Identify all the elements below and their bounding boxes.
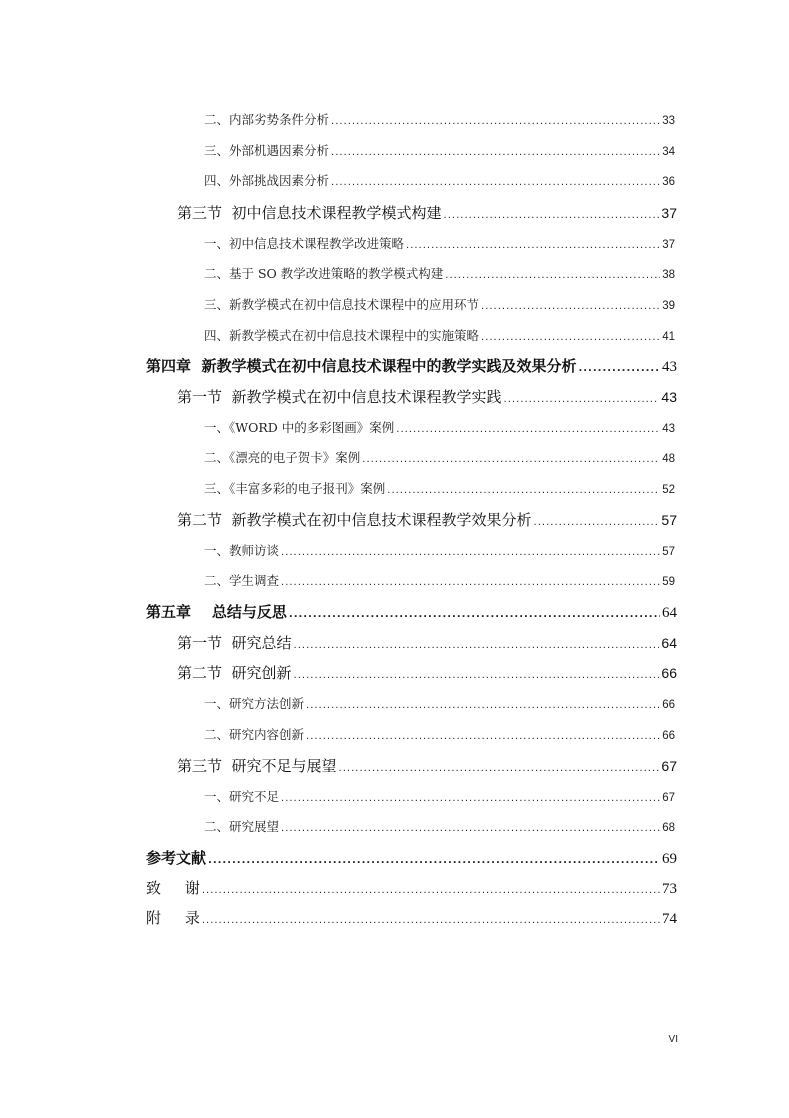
toc-entry-page: 48 xyxy=(662,453,675,465)
page-number: VI xyxy=(668,1034,678,1045)
toc-leader-dots xyxy=(306,700,660,711)
toc-entry[interactable] xyxy=(204,541,675,559)
toc-entry-page: 64 xyxy=(661,635,677,651)
toc-entry[interactable] xyxy=(204,571,675,589)
toc-leader-dots xyxy=(387,485,660,496)
toc-leader-dots xyxy=(481,332,660,343)
toc-leader-dots xyxy=(339,763,660,774)
toc-entry-page: 57 xyxy=(662,546,675,558)
toc-entry-page: 74 xyxy=(662,911,677,927)
toc-leader-dots xyxy=(202,885,660,896)
toc-entry[interactable] xyxy=(146,601,677,622)
toc-entry-title: 一、教师访谈 xyxy=(204,543,280,558)
toc-entry-page: 68 xyxy=(662,822,675,834)
toc-leader-dots xyxy=(362,454,660,465)
toc-entry-title: 第二节 新教学模式在初中信息技术课程教学效果分析 xyxy=(177,511,532,529)
toc-entry-title: 三、外部机遇因素分析 xyxy=(204,143,330,158)
toc-entry-title: 二、基于 SO 教学改进策略的教学模式构建 xyxy=(204,266,444,281)
toc-leader-dots xyxy=(331,147,660,158)
toc-leader-dots xyxy=(331,177,660,188)
toc-entry-page: 69 xyxy=(662,851,677,867)
toc-leader-dots xyxy=(396,424,660,435)
toc-leader-dots xyxy=(444,210,660,221)
toc-entry[interactable] xyxy=(204,479,675,497)
toc-leader-dots xyxy=(294,670,660,681)
toc-leader-dots xyxy=(578,363,660,374)
toc-entry-title: 参考文献 xyxy=(146,849,207,867)
toc-entry[interactable] xyxy=(204,694,675,712)
toc-entry[interactable] xyxy=(204,110,675,128)
toc-entry-page: 33 xyxy=(662,115,675,127)
toc-leader-dots xyxy=(208,855,660,866)
toc-leader-dots xyxy=(331,116,660,127)
toc-leader-dots xyxy=(281,577,660,588)
toc-entry-title: 二、研究展望 xyxy=(204,819,280,834)
toc-entry-page: 34 xyxy=(662,146,675,158)
toc-entry[interactable] xyxy=(177,509,677,530)
toc-entry-page: 38 xyxy=(662,269,675,281)
toc-leader-dots xyxy=(281,547,660,558)
toc-entry-title: 二、研究内容创新 xyxy=(204,727,305,742)
toc-entry[interactable] xyxy=(146,847,677,868)
toc-entry[interactable] xyxy=(204,326,675,344)
toc-entry-title: 四、新教学模式在初中信息技术课程中的实施策略 xyxy=(204,328,480,343)
toc-entry-title: 二、内部劣势条件分析 xyxy=(204,112,330,127)
toc-entry-page: 41 xyxy=(662,331,675,343)
toc-leader-dots xyxy=(202,915,660,926)
toc-leader-dots xyxy=(281,793,660,804)
toc-entry[interactable] xyxy=(204,171,675,189)
toc-entry-title: 一、研究不足 xyxy=(204,789,280,804)
toc-entry[interactable] xyxy=(204,448,675,466)
toc-entry-title: 第四章 新教学模式在初中信息技术课程中的教学实践及效果分析 xyxy=(146,357,577,375)
toc-entry-page: 67 xyxy=(661,758,677,774)
toc-entry-title: 第一节 研究总结 xyxy=(177,634,292,652)
toc-entry[interactable] xyxy=(146,355,677,376)
toc-entry[interactable] xyxy=(204,817,675,835)
toc-leader-dots xyxy=(445,270,660,281)
toc-entry-page: 64 xyxy=(662,605,677,621)
toc-entry[interactable] xyxy=(204,418,675,436)
toc-entry-title: 二、《漂亮的电子贺卡》案例 xyxy=(204,450,361,465)
toc-entry-title: 四、外部挑战因素分析 xyxy=(204,173,330,188)
toc-entry-title: 附 录 xyxy=(146,909,200,927)
toc-leader-dots xyxy=(289,609,660,620)
toc-entry-page: 66 xyxy=(661,665,677,681)
toc-entry-title: 致 谢 xyxy=(146,879,200,897)
toc-entry-title: 一、研究方法创新 xyxy=(204,696,305,711)
toc-entry-title: 第三节 初中信息技术课程教学模式构建 xyxy=(177,204,442,222)
toc-entry-page: 43 xyxy=(661,389,677,405)
toc-leader-dots xyxy=(504,394,660,405)
toc-leader-dots xyxy=(306,731,660,742)
toc-entry-title: 一、《WORD 中的多彩图画》案例 xyxy=(204,420,395,435)
toc-entry-page: 37 xyxy=(662,239,675,251)
toc-entry[interactable] xyxy=(204,234,675,252)
toc-entry[interactable] xyxy=(177,632,677,653)
toc-entry[interactable] xyxy=(146,907,677,928)
toc-entry-page: 66 xyxy=(662,699,675,711)
toc-leader-dots xyxy=(534,517,660,528)
toc-entry-page: 37 xyxy=(661,205,677,221)
toc-entry[interactable] xyxy=(177,386,677,407)
toc-entry-title: 三、新教学模式在初中信息技术课程中的应用环节 xyxy=(204,297,480,312)
toc-entry[interactable] xyxy=(204,295,675,313)
toc-entry[interactable] xyxy=(177,202,677,223)
toc-entry-page: 67 xyxy=(662,792,675,804)
toc-entry-page: 59 xyxy=(662,576,675,588)
toc-entry-page: 43 xyxy=(662,423,675,435)
toc-entry-title: 第二节 研究创新 xyxy=(177,664,292,682)
toc-entry[interactable] xyxy=(204,725,675,743)
toc-entry[interactable] xyxy=(177,662,677,683)
toc-entry-title: 第五章 总结与反思 xyxy=(146,603,287,621)
toc-leader-dots xyxy=(481,301,660,312)
toc-entry-title: 一、初中信息技术课程教学改进策略 xyxy=(204,236,405,251)
toc-entry[interactable] xyxy=(204,787,675,805)
toc-entry-page: 43 xyxy=(662,359,677,375)
toc-entry-title: 三、《丰富多彩的电子报刊》案例 xyxy=(204,481,386,496)
toc-entry[interactable] xyxy=(204,264,675,282)
toc-entry-page: 57 xyxy=(661,512,677,528)
toc-entry-title: 二、学生调查 xyxy=(204,573,280,588)
toc-entry-page: 52 xyxy=(662,484,675,496)
toc-entry[interactable] xyxy=(177,755,677,776)
toc-entry-title: 第三节 研究不足与展望 xyxy=(177,757,337,775)
toc-entry-page: 39 xyxy=(662,300,675,312)
toc-entry-page: 66 xyxy=(662,730,675,742)
toc-entry-page: 73 xyxy=(662,881,677,897)
toc-entry[interactable] xyxy=(204,141,675,159)
toc-leader-dots xyxy=(406,240,660,251)
toc-leader-dots xyxy=(281,823,660,834)
toc-entry-page: 36 xyxy=(662,176,675,188)
toc-entry-title: 第一节 新教学模式在初中信息技术课程教学实践 xyxy=(177,388,502,406)
toc-entry[interactable] xyxy=(146,877,677,898)
toc-leader-dots xyxy=(294,640,660,651)
